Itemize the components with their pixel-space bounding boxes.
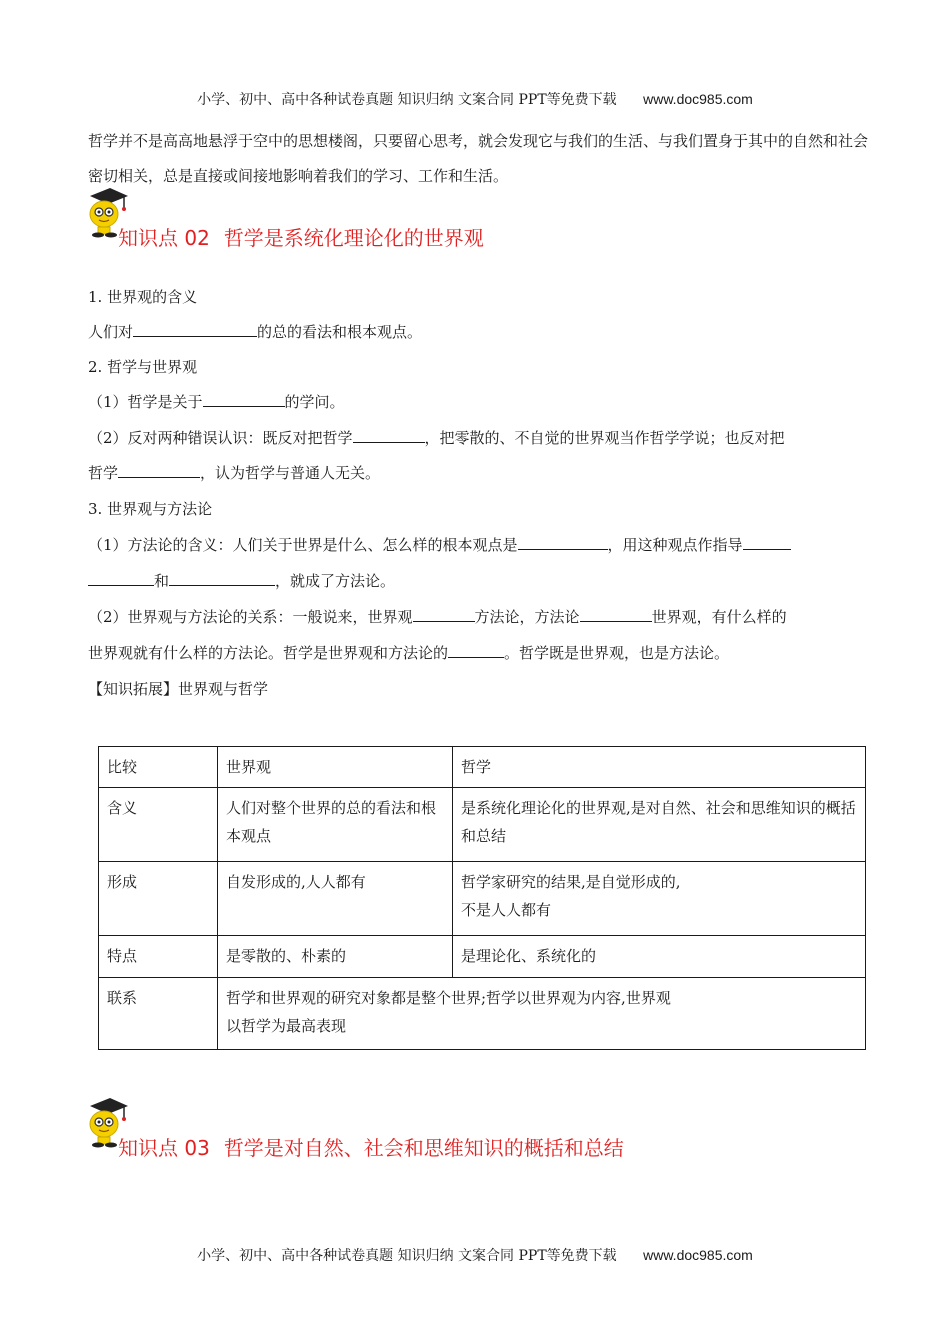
s1-line bbox=[88, 321, 422, 342]
blank-2[interactable] bbox=[203, 392, 285, 407]
s3-p1-d: ，就成了方法论。 bbox=[275, 572, 396, 590]
extension-heading: 【知识拓展】世界观与哲学 bbox=[88, 680, 269, 698]
mascot-graduate-icon bbox=[84, 186, 128, 238]
s2-p2 bbox=[88, 427, 785, 448]
row-worldview-cell: 自发形成的,人人都有 bbox=[218, 862, 453, 936]
section-title-02 bbox=[88, 222, 484, 251]
s2-p2-d: ，认为哲学与普通人无关。 bbox=[200, 464, 381, 482]
footer-text: 小学、初中、高中各种试卷真题 知识归纳 文案合同 PPT等免费下载 bbox=[197, 1248, 617, 1264]
header-text: 小学、初中、高中各种试卷真题 知识归纳 文案合同 PPT等免费下载 bbox=[197, 92, 617, 108]
blank-3[interactable] bbox=[353, 428, 425, 443]
blank-8[interactable] bbox=[413, 607, 475, 622]
s3-p1-cont bbox=[88, 570, 395, 591]
row-label: 含义 bbox=[99, 788, 218, 862]
mascot-graduate-icon bbox=[84, 1096, 128, 1148]
row-label: 特点 bbox=[99, 936, 218, 978]
row-label: 形成 bbox=[99, 862, 218, 936]
header-url[interactable]: www.doc985.com bbox=[643, 91, 753, 107]
comparison-table bbox=[98, 746, 866, 1050]
s3-p1-b: ，用这种观点作指导 bbox=[607, 536, 743, 554]
s2-heading: 2. 哲学与世界观 bbox=[88, 358, 198, 376]
s3-p1-c: 和 bbox=[154, 572, 170, 590]
blank-1[interactable] bbox=[133, 322, 257, 337]
s1-text-b: 的总的看法和根本观点。 bbox=[257, 323, 423, 341]
s3-p1-a: （1）方法论的含义：人们关于世界是什么、怎么样的根本观点是 bbox=[88, 536, 518, 554]
table-row bbox=[99, 788, 866, 862]
s3-p2-a: （2）世界观与方法论的关系：一般说来，世界观 bbox=[88, 608, 413, 626]
s3-p2 bbox=[88, 606, 787, 627]
blank-7[interactable] bbox=[169, 571, 275, 586]
table-row bbox=[99, 936, 866, 978]
s2-p1 bbox=[88, 391, 345, 412]
blank-4[interactable] bbox=[118, 463, 200, 478]
page-footer bbox=[0, 1245, 950, 1265]
row-link-text: 哲学和世界观的研究对象都是整个世界;哲学以世界观为内容,世界观以哲学为最高表现 bbox=[226, 989, 671, 1035]
table-header-cell: 世界观 bbox=[218, 747, 453, 788]
section-title-03 bbox=[88, 1132, 624, 1161]
s3-p1 bbox=[88, 534, 791, 555]
blank-10[interactable] bbox=[448, 643, 504, 658]
intro-paragraph: 哲学并不是高高地悬浮于空中的思想楼阁，只要留心思考，就会发现它与我们的生活、与我们置身于其中的自然和社会密切相关，总是直接或间接地影响着我们的学习、工作和生活。 bbox=[88, 132, 869, 185]
row-philosophy-cell bbox=[453, 862, 866, 936]
section-heading-03: 哲学是对自然、社会和思维知识的概括和总结 bbox=[223, 1136, 624, 1160]
table-header-cell: 哲学 bbox=[453, 747, 866, 788]
s2-p2-cont bbox=[88, 462, 380, 483]
section-heading-02: 哲学是系统化理论化的世界观 bbox=[223, 226, 484, 250]
s2-p2-c: 哲学 bbox=[88, 464, 119, 482]
section-num-02: 知识点 02 bbox=[118, 226, 210, 250]
s1-text-a: 人们对 bbox=[88, 323, 134, 341]
table-row bbox=[99, 978, 866, 1050]
blank-6-cont[interactable] bbox=[88, 571, 154, 586]
table-header-row bbox=[99, 747, 866, 788]
row-worldview-cell: 是零散的、朴素的 bbox=[218, 936, 453, 978]
row-philosophy-cell: 是理论化、系统化的 bbox=[453, 936, 866, 978]
page-header bbox=[0, 89, 950, 109]
s3-p2-c: 世界观，有什么样的 bbox=[651, 608, 787, 626]
table-row bbox=[99, 862, 866, 936]
s3-p2-d: 世界观就有什么样的方法论。哲学是世界观和方法论的 bbox=[88, 644, 449, 662]
row-label: 联系 bbox=[99, 978, 218, 1050]
s1-heading: 1. 世界观的含义 bbox=[88, 288, 198, 306]
row-link-cell bbox=[218, 978, 866, 1050]
s3-p2-cont bbox=[88, 642, 729, 663]
s3-p2-e: 。哲学既是世界观，也是方法论。 bbox=[504, 644, 730, 662]
row-philosophy-cell: 是系统化理论化的世界观,是对自然、社会和思维知识的概括和总结 bbox=[453, 788, 866, 862]
section-num-03: 知识点 03 bbox=[118, 1136, 210, 1160]
s2-p2-b: ，把零散的、不自觉的世界观当作哲学学说；也反对把 bbox=[424, 429, 785, 447]
s2-p1-b: 的学问。 bbox=[284, 393, 345, 411]
s2-p1-a: （1）哲学是关于 bbox=[88, 393, 203, 411]
blank-6[interactable] bbox=[743, 535, 791, 550]
s3-heading: 3. 世界观与方法论 bbox=[88, 500, 213, 518]
row-philosophy-text: 哲学家研究的结果,是自觉形成的,不是人人都有 bbox=[461, 873, 681, 919]
table-header-cell: 比较 bbox=[99, 747, 218, 788]
footer-url[interactable]: www.doc985.com bbox=[643, 1247, 753, 1263]
blank-5[interactable] bbox=[518, 535, 608, 550]
blank-9[interactable] bbox=[580, 607, 652, 622]
row-worldview-cell: 人们对整个世界的总的看法和根本观点 bbox=[218, 788, 453, 862]
s3-p2-b: 方法论，方法论 bbox=[474, 608, 580, 626]
s2-p2-a: （2）反对两种错误认识：既反对把哲学 bbox=[88, 429, 353, 447]
